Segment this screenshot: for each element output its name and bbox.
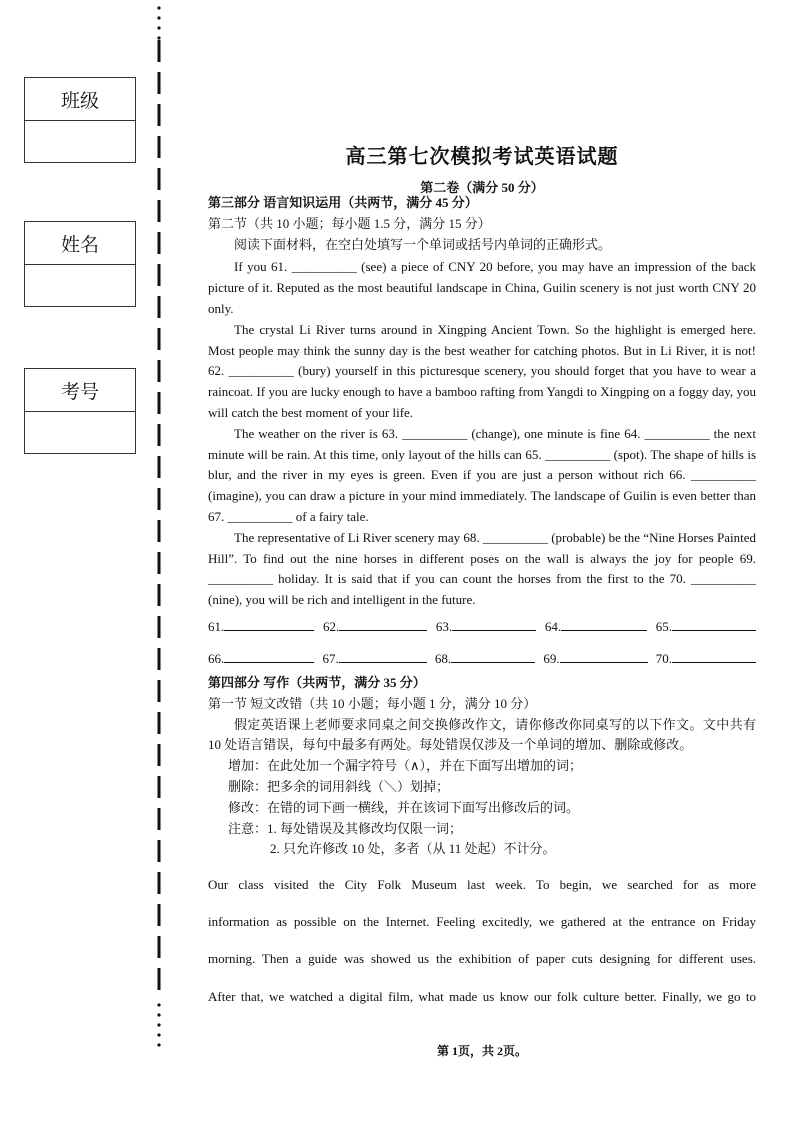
rule-add: 增加：在此处加一个漏字符号（∧），并在下面写出增加的词； [228, 758, 583, 774]
answer-number: 61. [208, 619, 225, 634]
rule-note-1: 注意：1. 每处错误及其修改均仅限一词； [228, 820, 463, 836]
class-box [24, 77, 136, 163]
id-field[interactable] [25, 412, 135, 453]
part4-heading: 第四部分 写作（共两节，满分 35 分） [208, 675, 426, 690]
id-label: 考号 [25, 369, 135, 412]
answer-row-2 [208, 650, 756, 667]
passage-paragraph: The weather on the river is 63. __________ (change), one minute is fine 64. __________ the next minute will be rain. At this time, only layout of the hills can 65. __________ (spot). The shape of hills is blur, and the river in my eyes is green. Even if you are just a person without rich 66. __________ (imagine), you can draw a picture in your mind immediately. The landscape of Guilin is even better than 67. __________ of a fairy tale. [208, 425, 756, 524]
answer-blank[interactable] [452, 618, 536, 631]
answer-number: 64. [544, 619, 562, 634]
answer-number: 62. [322, 619, 340, 634]
essay-line: morning. Then a guide was showed us the exhibition of paper cuts designing for different uses. [208, 951, 756, 966]
essay-line: Our class visited the City Folk Museum last week. To begin, we searched for as more [208, 877, 756, 892]
rule-delete: 删除：把多余的词用斜线（＼）划掉； [228, 778, 450, 794]
essay-line: After that, we watched a digital film, what made us know our folk culture better. Finally, we go to [208, 989, 756, 1004]
passage-paragraph: If you 61. __________ (see) a piece of CNY 20 before, you may have an impression of the back picture of it. Reputed as the most beautiful landscape in China, Guilin scenery is not just worth CNY 20 only. [208, 259, 756, 316]
rule-modify: 修改：在错的词下画一横线，并在该词下面写出修改后的词。 [228, 799, 580, 815]
answer-blank[interactable] [561, 618, 647, 631]
part3-section: 第二节（共 10 小题；每小题 1.5 分，满分 15 分） [208, 215, 491, 231]
answer-blank[interactable] [560, 650, 648, 663]
rule-note-2: 2. 只允许修改 10 处，多者（从 11 处起）不计分。 [270, 841, 556, 857]
part3-heading: 第三部分 语言知识运用（共两节，满分 45 分） [208, 195, 478, 210]
answer-number: 66. [208, 651, 225, 666]
answer-number: 69. [543, 651, 560, 666]
page-title: 高三第七次模拟考试英语试题 [345, 144, 619, 168]
answer-blank[interactable] [451, 650, 535, 663]
part3-instruction: 阅读下面材料，在空白处填写一个单词或括号内单词的正确形式。 [234, 236, 612, 252]
answer-blank[interactable] [224, 650, 314, 663]
answer-blank[interactable] [224, 618, 314, 631]
part4-instruction: 假定英语课上老师要求同桌之间交换修改作文，请你修改你同桌写的以下作文。文中共有 10 处语言错误，每句中最多有两处。每处错误仅涉及一个单词的增加、删除或修改。 [208, 716, 756, 753]
answer-number: 63. [435, 619, 453, 634]
answer-blank[interactable] [672, 650, 756, 663]
answer-number: 70. [655, 651, 672, 666]
passage-paragraph: The representative of Li River scenery may 68. __________ (probable) be the “Nine Horses Painted Hill”. To find out the nine horses in different poses on the wall is always the joy for people 69. __________ holiday. It is said that if you can count the horses from the first to the 70. __________ (nine), you will be rich and intelligent in the future. [208, 529, 756, 608]
page-footer: 第 1页，共 2页。 [436, 1044, 527, 1058]
answer-blank[interactable] [339, 618, 427, 631]
answer-blank[interactable] [672, 618, 756, 631]
name-box [24, 221, 136, 307]
answer-number: 67. [322, 651, 339, 666]
part4-section: 第一节 短文改错（共 10 小题；每小题 1 分，满分 10 分） [208, 695, 537, 711]
class-field[interactable] [25, 121, 135, 162]
name-field[interactable] [25, 265, 135, 306]
answer-row-1 [208, 618, 756, 635]
id-box [24, 368, 136, 454]
name-label: 姓名 [25, 222, 135, 265]
part4-block [208, 673, 756, 860]
essay-line: information as possible on the Internet. Feeling excitedly, we gathered at the entrance on Friday [208, 914, 756, 929]
part3-block [208, 193, 756, 611]
answer-number: 68. [434, 651, 452, 666]
answer-number: 65. [655, 619, 672, 634]
binding-line [151, 0, 167, 1060]
answer-blank[interactable] [339, 650, 427, 663]
passage-paragraph: The crystal Li River turns around in Xingping Ancient Town. So the highlight is emerged here. Most people may think the sunny day is the best weather for catching photos. But in Li River, it is not! 62. __________ (bury) yourself in this picturesque scenery, you should forget that you have to wear a raincoat. If you are lucky enough to have a bamboo rafting from Yangdi to Xingping on a foggy day, you will catch the best moment of your life. [208, 321, 756, 420]
volume-subtitle: 第二卷（满分 50 分） [420, 180, 544, 195]
class-label: 班级 [25, 78, 135, 121]
